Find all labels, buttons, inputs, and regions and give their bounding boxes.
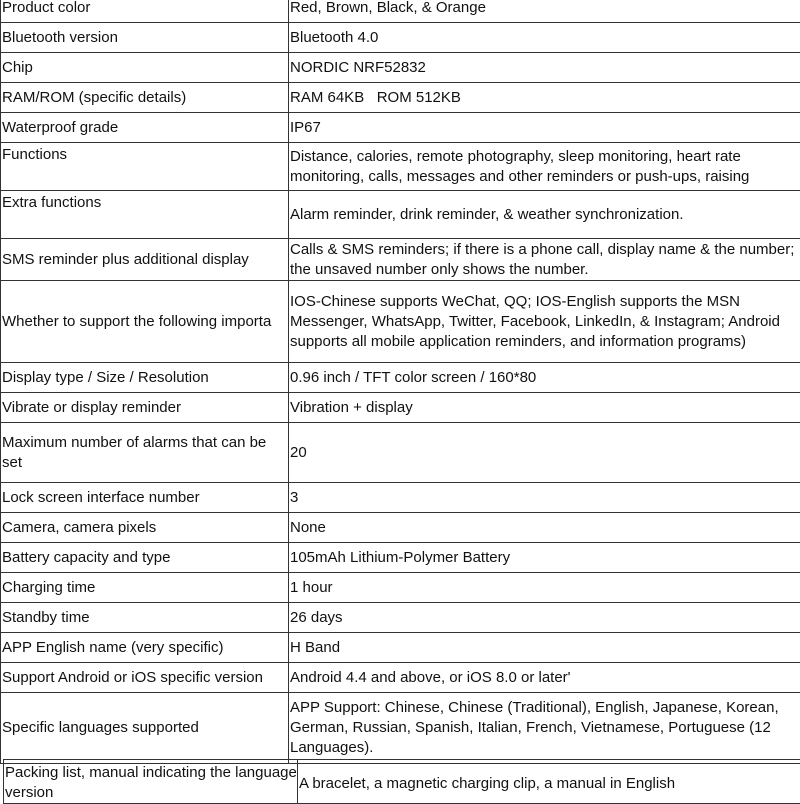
row-value: Alarm reminder, drink reminder, & weather synchronization. (289, 191, 800, 239)
row-label: Product color (1, 0, 289, 23)
table-row (1, 143, 800, 191)
row-value: Red, Brown, Black, & Orange (289, 0, 800, 23)
row-value: 26 days (289, 603, 800, 633)
table-row (1, 633, 800, 663)
row-value: A bracelet, a magnetic charging clip, a manual in English (298, 760, 800, 804)
table-row (1, 423, 800, 483)
row-value: IP67 (289, 113, 800, 143)
row-label: Extra functions (1, 191, 289, 239)
row-label: Waterproof grade (1, 113, 289, 143)
row-value: 105mAh Lithium-Polymer Battery (289, 543, 800, 573)
row-label: Battery capacity and type (1, 543, 289, 573)
table-row (1, 0, 800, 23)
table-row (1, 281, 800, 363)
row-value: APP Support: Chinese, Chinese (Traditional), English, Japanese, Korean, German, Russian, Spanish, Italian, French, Vietnamese, Portuguese (12 Languages). (289, 693, 800, 764)
table-row (4, 760, 800, 804)
row-label: Bluetooth version (1, 23, 289, 53)
row-value: Calls & SMS reminders; if there is a phone call, display name & the number; the unsaved number only shows the number. (289, 239, 800, 281)
row-value: 1 hour (289, 573, 800, 603)
row-label: Standby time (1, 603, 289, 633)
row-label: Charging time (1, 573, 289, 603)
row-label: Display type / Size / Resolution (1, 363, 289, 393)
row-value: None (289, 513, 800, 543)
row-label: Maximum number of alarms that can be set (1, 423, 289, 483)
table-row (1, 543, 800, 573)
row-label: Functions (1, 143, 289, 191)
table-row (1, 573, 800, 603)
row-label: Chip (1, 53, 289, 83)
table-row (1, 363, 800, 393)
row-value: H Band (289, 633, 800, 663)
table-row (1, 483, 800, 513)
row-label: Specific languages supported (1, 693, 289, 764)
row-value: RAM 64KB ROM 512KB (289, 83, 800, 113)
row-value: 0.96 inch / TFT color screen / 160*80 (289, 363, 800, 393)
table-row (1, 53, 800, 83)
row-label: RAM/ROM (specific details) (1, 83, 289, 113)
table-row (1, 603, 800, 633)
row-label: Whether to support the following importa (1, 281, 289, 363)
table-row (1, 23, 800, 53)
row-label: Camera, camera pixels (1, 513, 289, 543)
row-label: Support Android or iOS specific version (1, 663, 289, 693)
table-row (1, 513, 800, 543)
row-value: Android 4.4 and above, or iOS 8.0 or later' (289, 663, 800, 693)
table-row (1, 393, 800, 423)
row-value: Vibration + display (289, 393, 800, 423)
row-value: NORDIC NRF52832 (289, 53, 800, 83)
row-value: 3 (289, 483, 800, 513)
row-value: 20 (289, 423, 800, 483)
table-row (1, 191, 800, 239)
table-row (1, 113, 800, 143)
row-label: Vibrate or display reminder (1, 393, 289, 423)
table-row (1, 83, 800, 113)
row-value: Distance, calories, remote photography, sleep monitoring, heart rate monitoring, calls, messages and other reminders or push-ups, raising (289, 143, 800, 191)
row-value: IOS-Chinese supports WeChat, QQ; IOS-English supports the MSN Messenger, WhatsApp, Twitter, Facebook, LinkedIn, & Instagram; Android supports all mobile application reminders, and information programs) (289, 281, 800, 363)
table-row (1, 663, 800, 693)
table-row (1, 693, 800, 764)
row-label: APP English name (very specific) (1, 633, 289, 663)
row-value: Bluetooth 4.0 (289, 23, 800, 53)
spec-table-last-row (3, 759, 800, 804)
row-label: SMS reminder plus additional display (1, 239, 289, 281)
table-row (1, 239, 800, 281)
row-label: Lock screen interface number (1, 483, 289, 513)
row-label: Packing list, manual indicating the language version (4, 760, 298, 804)
